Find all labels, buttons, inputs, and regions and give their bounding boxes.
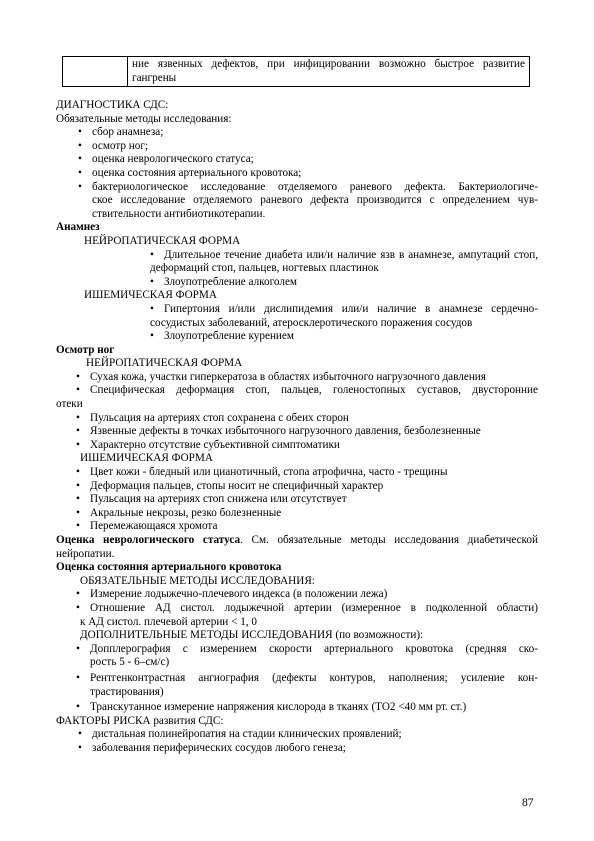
anamnesis-isch-list bbox=[56, 303, 538, 317]
text-line: нейропатии. bbox=[56, 547, 115, 560]
list-item-bacteriology bbox=[92, 181, 538, 222]
neuro-status-paragraph bbox=[56, 534, 538, 548]
list-item: • Акральные некрозы, резко болезненные bbox=[90, 507, 538, 521]
list-item bbox=[164, 303, 538, 317]
list-item: • Транскутанное измерение напряжения кислорода в тканях (ТО2 <40 мм рт. ст.) bbox=[90, 701, 538, 715]
anamnesis-heading: Анамнез bbox=[56, 221, 100, 234]
list-item: • заболевания периферических сосудов любого генеза; bbox=[92, 742, 538, 756]
arterial-extra-list bbox=[56, 643, 538, 715]
list-item: • Деформация пальцев, стопы носит не специфичный характер bbox=[90, 480, 538, 494]
list-item: • Перемежающаяся хромота bbox=[90, 520, 538, 534]
list-item bbox=[90, 384, 538, 398]
table-text-line: ние язвенных дефектов, при инфицировании возможно быстрое развитие bbox=[132, 58, 525, 70]
neuro-status-text: . См. обязательные методы исследования диабетической bbox=[240, 534, 538, 546]
mandatory-methods-list bbox=[56, 126, 538, 221]
list-item: • Язвенные дефекты в точках избыточного нагрузочного давления, безболезненные bbox=[90, 425, 538, 439]
arterial-mandatory-heading: ОБЯЗАТЕЛЬНЫЕ МЕТОДЫ ИССЛЕДОВАНИЯ: bbox=[80, 574, 315, 587]
text-line: деформаций стоп, пальцев, ногтевых пластинок bbox=[150, 262, 379, 275]
list-item bbox=[164, 249, 538, 263]
list-item: • дистальная полинейропатия на стадии клинических проявлений; bbox=[92, 728, 538, 742]
anamnesis-isch-list-2 bbox=[56, 330, 538, 344]
list-item: • Цвет кожи - бледный или цианотичный, стопа атрофична, часто - трещины bbox=[90, 466, 538, 480]
list-item: • Пульсация на артериях стоп сохранена с обеих сторон bbox=[90, 412, 538, 426]
table-row bbox=[63, 57, 530, 87]
page-number: 87 bbox=[522, 797, 534, 809]
continuation-table bbox=[62, 56, 530, 87]
table-cell-empty bbox=[63, 57, 128, 87]
list-item: • Сухая кожа, участки гиперкератоза в областях избыточного нагрузочного давления bbox=[90, 371, 538, 385]
text-line: сосудистых заболеваний, атеросклеротического поражения сосудов bbox=[150, 316, 473, 329]
arterial-mandatory-list bbox=[56, 588, 538, 615]
arterial-extra-heading: ДОПОЛНИТЕЛЬНЫЕ МЕТОДЫ ИССЛЕДОВАНИЯ (по возможности): bbox=[80, 629, 424, 642]
mandatory-methods-intro: Обязательные методы исследования: bbox=[56, 112, 232, 125]
list-item: • сбор анамнеза; bbox=[92, 126, 538, 140]
text-line: ствительности антибиотикотерапии. bbox=[92, 207, 266, 220]
text-line: • Гипертония и/или дислипидемия или/и наличие в анамнезе сердечно- bbox=[164, 302, 538, 315]
list-item bbox=[90, 643, 538, 670]
exam-heading: Осмотр ног bbox=[56, 343, 115, 356]
table-cell-text bbox=[128, 57, 530, 87]
main-content bbox=[56, 99, 538, 756]
anamnesis-neuro-list-2 bbox=[56, 276, 538, 290]
text-line: отеки bbox=[56, 398, 83, 411]
exam-neuro-list bbox=[56, 371, 538, 398]
list-item bbox=[90, 602, 538, 616]
anamnesis-neuro-heading: НЕЙРОПАТИЧЕСКАЯ ФОРМА bbox=[84, 234, 241, 247]
text-line: • Длительное течение диабета или/и наличие язв в анамнезе, ампутаций стоп, bbox=[164, 248, 538, 261]
list-item: • оценка состояния артериального кровотока; bbox=[92, 167, 538, 181]
list-item: • оценка неврологического статуса; bbox=[92, 153, 538, 167]
exam-isch-heading: ИШЕМИЧЕСКАЯ ФОРМА bbox=[80, 452, 213, 465]
list-item: • Пульсация на артериях стоп снижена или отсутствует bbox=[90, 493, 538, 507]
text-line: ское исследование отделяемого раневого дефекта производится с определением чув- bbox=[92, 194, 538, 207]
text-line: рость 5 - 6–см/с) bbox=[90, 656, 170, 669]
list-item: • Злоупотребление курением bbox=[164, 330, 538, 344]
text-line: • Допплерография с измерением скорости артериального кровотока (средняя ско- bbox=[90, 642, 538, 655]
list-item: • Характерно отсутствие субъективной симптоматики bbox=[90, 439, 538, 453]
risk-factors-list bbox=[56, 728, 538, 755]
text-line: • Отношение АД систол. лодыжечной артерии (измеренное в подколенной области) bbox=[90, 601, 538, 614]
list-item: • Измерение лодыжечно-плечевого индекса (в положении лежа) bbox=[90, 588, 538, 602]
risk-factors-heading: ФАКТОРЫ РИСКА развития СДС: bbox=[56, 714, 224, 727]
exam-isch-list bbox=[56, 466, 538, 534]
text-line: • Специфическая деформация стоп, пальцев, голеностопных суставов, двусторонние bbox=[90, 384, 538, 397]
anamnesis-neuro-list bbox=[56, 249, 538, 263]
text-line: к АД систол. плечевой артерии < 1, 0 bbox=[80, 615, 257, 628]
list-item: • Злоупотребление алкоголем bbox=[164, 276, 538, 290]
list-item bbox=[90, 672, 538, 699]
exam-neuro-list-2 bbox=[56, 412, 538, 453]
text-line: трастирования) bbox=[90, 685, 164, 698]
list-item: • осмотр ног; bbox=[92, 140, 538, 154]
neuro-status-heading: Оценка неврологического статуса bbox=[56, 534, 241, 546]
exam-neuro-heading: НЕЙРОПАТИЧЕСКАЯ ФОРМА bbox=[86, 357, 243, 370]
text-line: • бактериологическое исследование отделяемого раневого дефекта. Бактериологиче- bbox=[92, 180, 538, 193]
table-text-line: гангрены bbox=[132, 71, 177, 84]
anamnesis-isch-heading: ИШЕМИЧЕСКАЯ ФОРМА bbox=[84, 289, 217, 302]
diagnostics-heading: ДИАГНОСТИКА СДС: bbox=[56, 99, 169, 111]
text-line: • Рентгенконтрастная ангиография (дефекты контуров, наполнения; усиление кон- bbox=[90, 671, 538, 684]
arterial-heading: Оценка состояния артериального кровотока bbox=[56, 561, 282, 574]
